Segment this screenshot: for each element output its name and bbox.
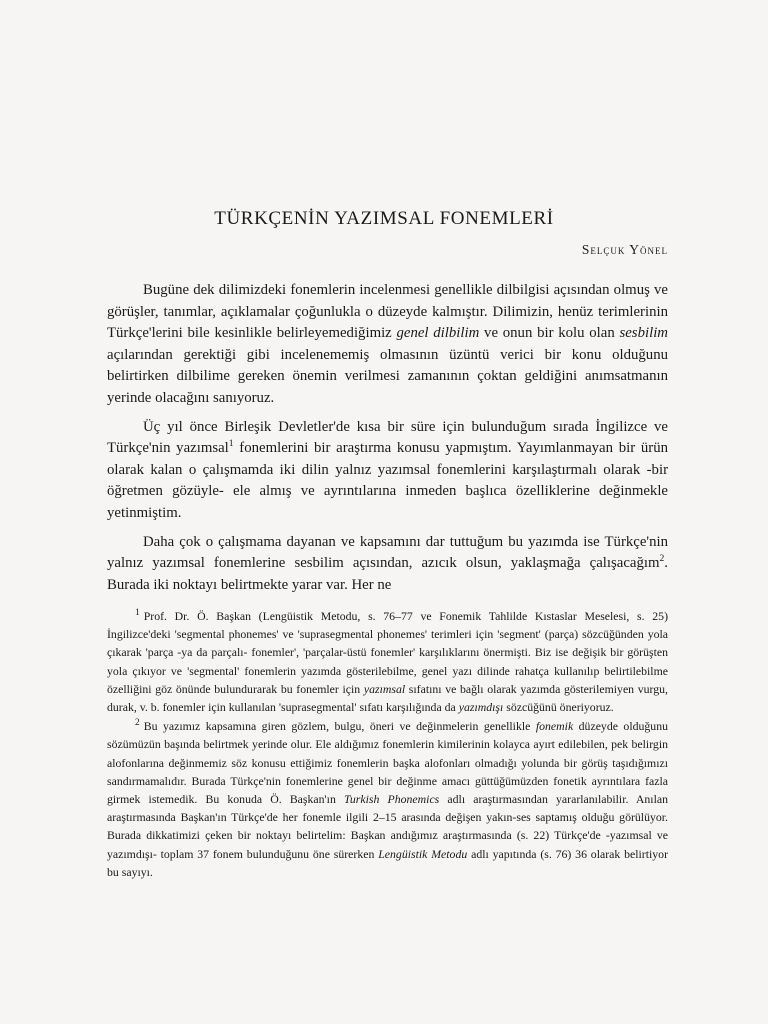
book-title-turkish-phonemics: Turkish Phonemics — [343, 792, 440, 807]
text-run: Bu yazımız kapsamına giren gözlem, bulgu, öneri ve değinmelerin genellikle — [143, 719, 536, 734]
paragraph-2 — [107, 417, 668, 525]
footnote-ref-2: 2 — [659, 553, 665, 565]
paragraph-1 — [107, 280, 668, 410]
text-run: Üç yıl önce Birleşik Devletler'de kısa bir süre için bulunduğum sırada İngilizce ve Türkçe'nin yazımsal — [107, 418, 668, 457]
text-run: adlı yapıtında (s. 76) 36 olarak belirtiyor bu sayıyı. — [107, 846, 669, 879]
footnote-mark: 2 — [135, 718, 140, 729]
paragraph-3 — [107, 532, 668, 597]
term-genel-dilbilim: genel dilbilim — [396, 325, 480, 342]
author-name: Selçuk Yönel — [581, 242, 668, 257]
text-run: açılarından gerektiği gibi incelenememiş olmasının üzüntü verici bir konu olduğunu belirtirken dilbilime gereken önemin verilmesi zamanının çoktan geldiğini anımsatmanın yerinde olacağını sanıyoruz. — [107, 346, 668, 406]
term-fonemik: fonemik — [535, 719, 574, 734]
footnotes — [107, 607, 668, 882]
text-run: sözcüğünü öneriyoruz. — [503, 700, 614, 715]
footnote-2 — [107, 717, 668, 881]
term-sesbilim: sesbilim — [619, 325, 668, 342]
text-run: Prof. Dr. Ö. Başkan (Lengüistik Metodu, s. 76–77 ve Fonemik Tahlilde Kıstaslar Meselesi, s. 25) İngilizce'deki 'segmental phonemes' ve 'suprasegmental phonemes' terimleri için 'segment' (parça) sözcüğünden yola çıkarak 'parça -ya da parçalı- fonemler', 'parçalar-üstü fonemler' karşılıklarını önermişti. Biz ise değişik bir görüşten yola çıkıyor ve 'segmental' fonemlerin yazımda gösterilebilme, genel yazı dilinde rahatça kullanılıp belirtilebilme özelliğini göz önünde bulundurarak bu fonemler için — [107, 609, 668, 696]
text-run: düzeyde olduğunu sözümüzün başında belirtmek yerinde olur. Ele aldığımız fonemlerin kimilerinin kolayca ayırt edilebilen, pek belirgin alofonlarına değinmemiz söz konusu ettiğimiz fonemlerin başka alofonları olmadığı yolunda bir görüş taşıdığımızı sandırmamalıdır. Burada Türkçe'nin fonemlerine genel bir değinme amacı güttüğümüzden fonetik ayrıntılara fazla girmek istemedik. Bu konuda Ö. Başkan'ın — [107, 719, 668, 807]
footnote-mark: 1 — [135, 608, 140, 619]
text-run: Bugüne dek dilimizdeki fonemlerin incelenmesi genellikle dilbilgisi açısından olmuş ve görüşler, tanımlar, açıklamalar çoğunlukla o düzeyde kalmıştır. Dilimizin, henüz terimlerinin Türkçe'lerini bile kesinlikle belirleyemediğimiz — [107, 282, 668, 342]
text-run: sıfatını ve bağlı olarak yazımda gösterilemiyen vurgu, durak, v. b. fonemler için kullanılan 'suprasegmental' sıfatı karşılığında da — [107, 681, 668, 715]
text-run: ve onun bir kolu olan — [479, 325, 620, 342]
footnote-ref-1: 1 — [228, 438, 234, 450]
article-title: TÜRKÇENİN YAZIMSAL FONEMLERİ — [214, 208, 554, 229]
body-text — [107, 280, 668, 603]
term-yazimdisi: yazımdışı — [458, 700, 504, 715]
book-title-lenguistik-metodu: Lengüistik Metodu — [378, 846, 468, 861]
text-run: adlı araştırmasından yararlanılabilir. Anılan araştırmasında Başkan'ın Türkçe'de her fonemle ilgili 2–15 arasında değişen yakın-ses saptamış olduğu görülüyor. Burada dikkatimizi çeken bir noktayı belirtelim: Başkan andığımız araştırmasında (s. 22) Türkçe'de -yazımsal ve yazımdışı- toplam 37 fonem bulunduğunu öne sürerken — [107, 792, 668, 861]
text-run: fonemlerini bir araştırma konusu yapmıştım. Yayımlanmayan bir ürün olarak kalan o çalışmamda iki dilin yalnız yazımsal fonemlerini karşılaştırmalı olarak -bir öğretmen gözüyle- ele almış ve ayrıntılarına inmeden başlıca özelliklerine değinmekle yetinmiştim. — [107, 440, 669, 521]
text-run: Daha çok o çalışmama dayanan ve kapsamını dar tuttuğum bu yazımda ise Türkçe'nin yalnız yazımsal fonemlerine sesbilim açısından, azıcık olsun, yaklaşmağa çalışacağım — [107, 533, 668, 572]
text-run: . Burada iki noktayı belirtmekte yarar var. Her ne — [107, 555, 668, 593]
term-yazimsal: yazımsal — [363, 681, 406, 696]
footnote-1 — [107, 607, 668, 716]
